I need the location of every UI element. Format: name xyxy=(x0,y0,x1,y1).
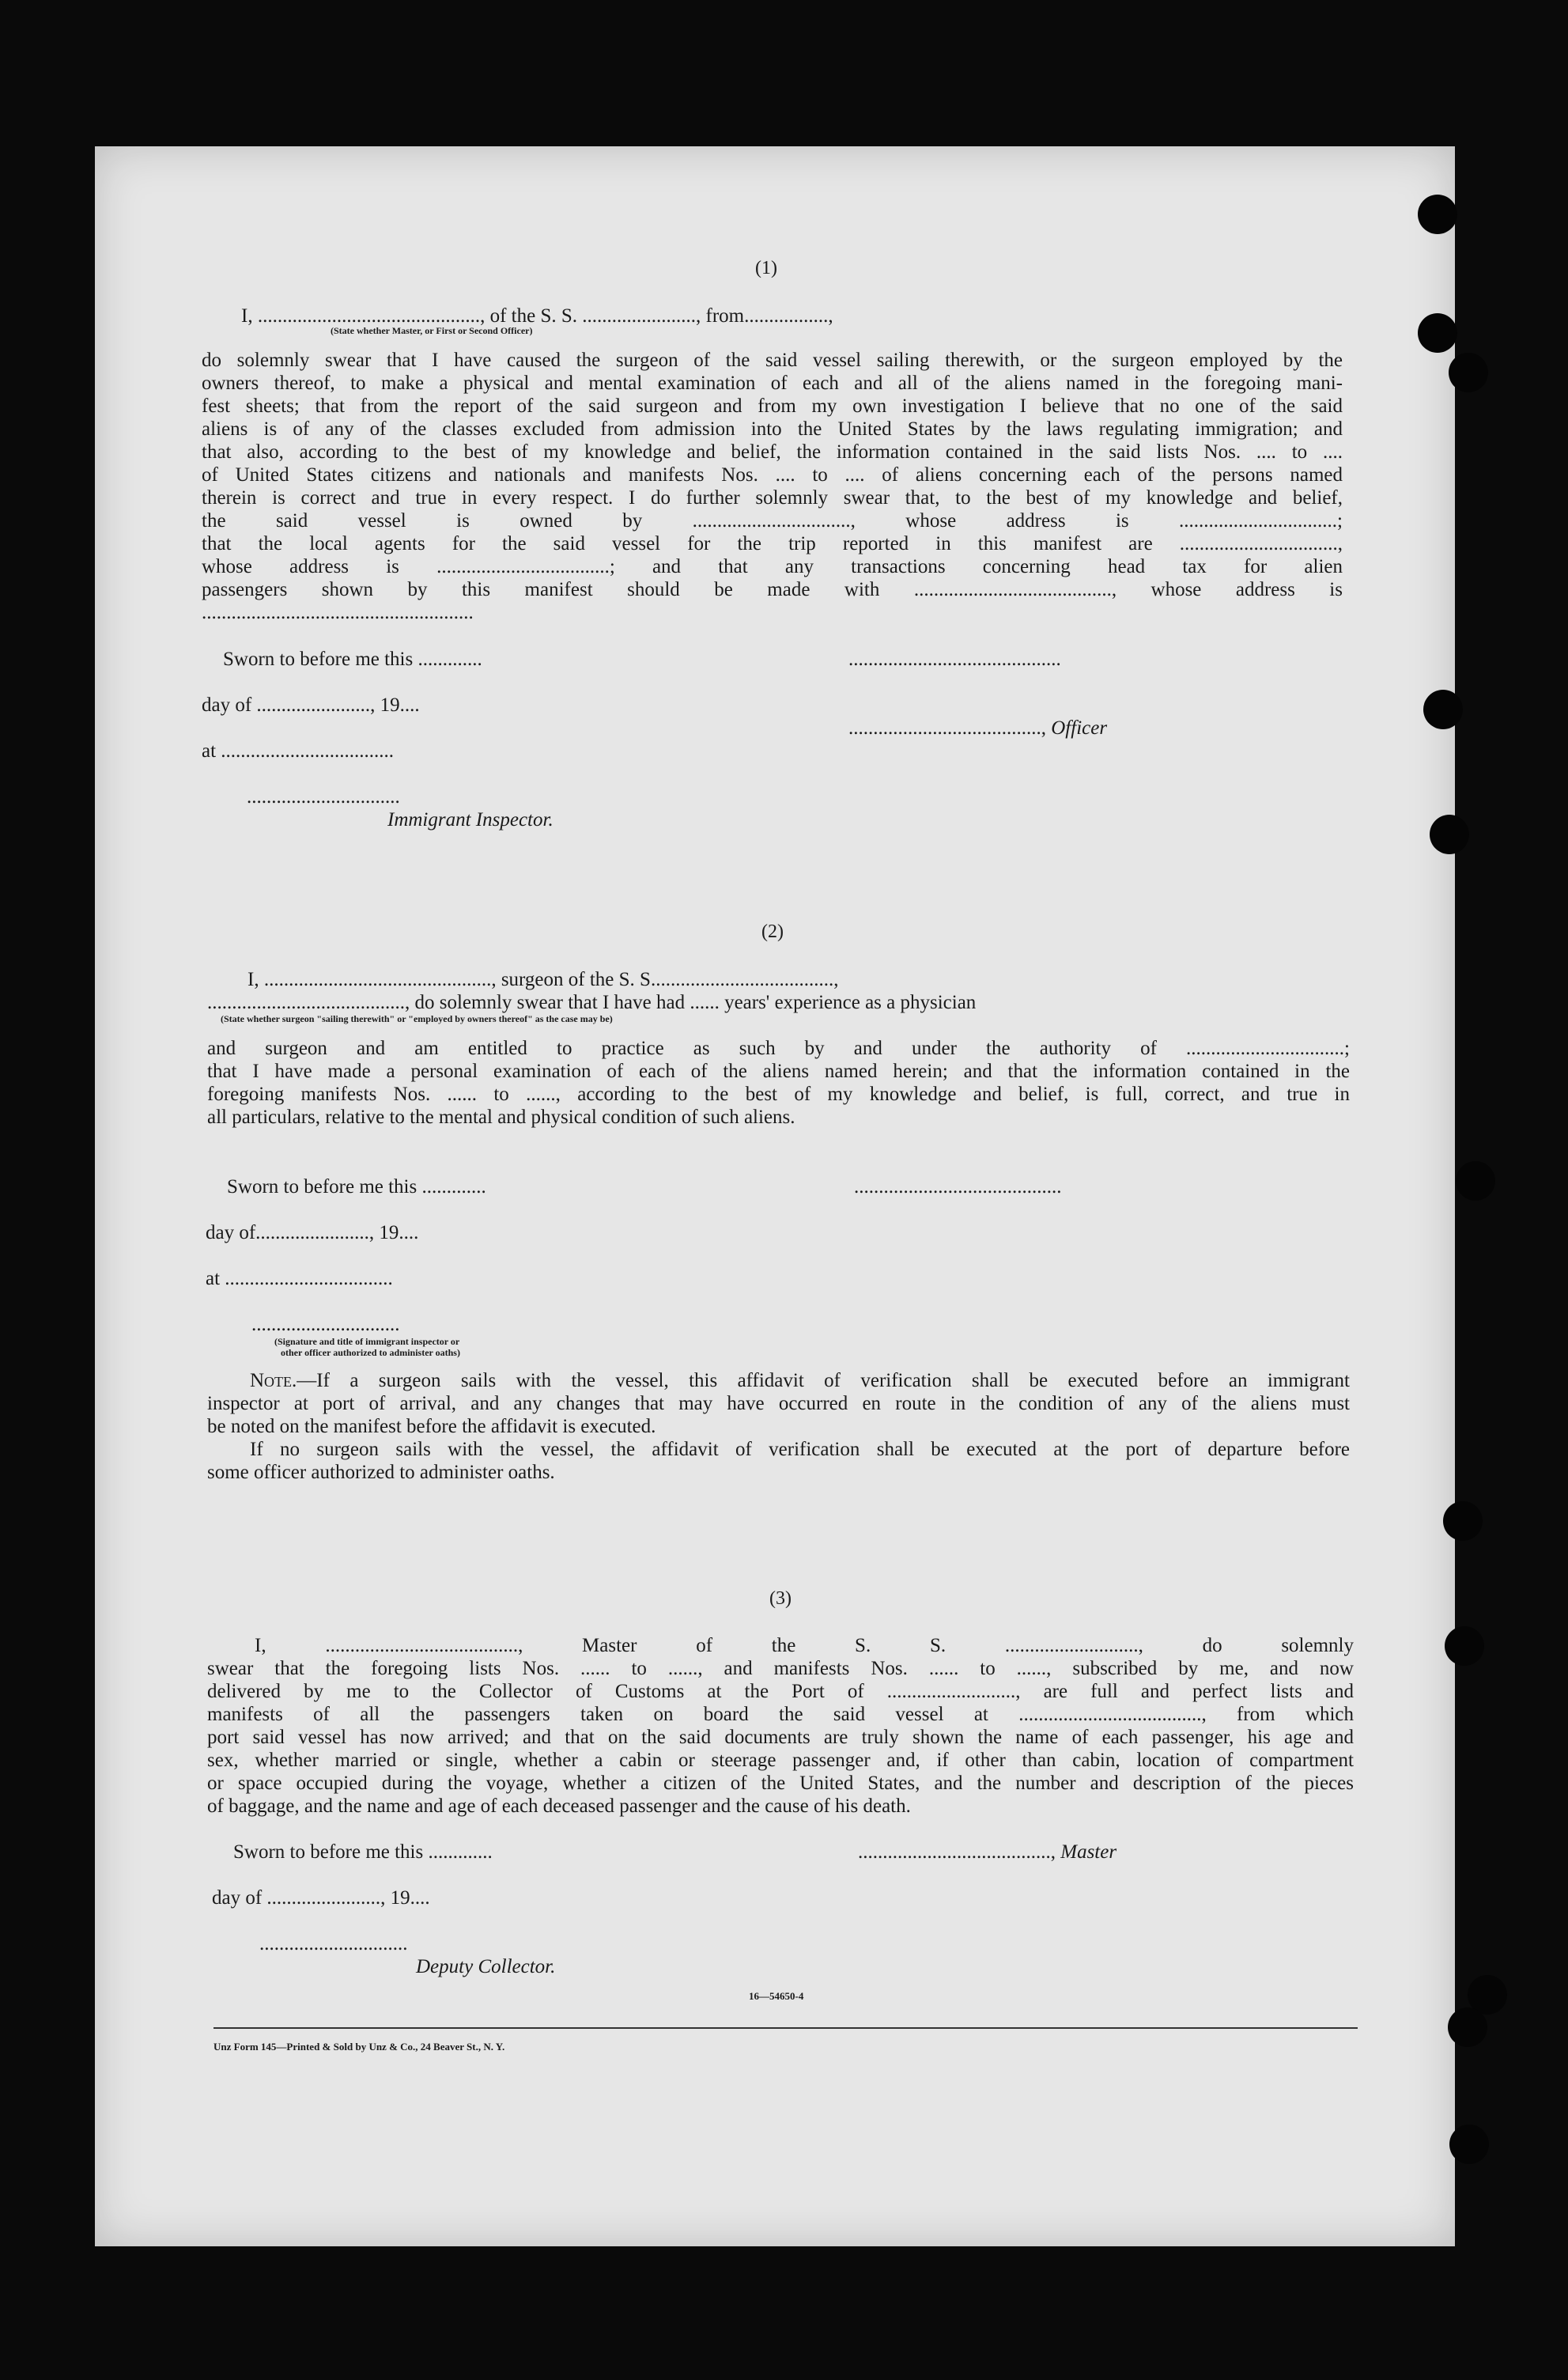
text-line: of United States citizens and nationals and manifests Nos. .... to .... of aliens concerning each of the persons named xyxy=(202,464,1343,486)
s2-oath-paragraph xyxy=(207,1037,1350,1129)
printer-footer: Unz Form 145—Printed & Sold by Unz & Co., 24 Beaver St., N. Y. xyxy=(213,2041,505,2053)
text-line: port said vessel has now arrived; and that on the said documents are truly shown the name of each passenger, his age and xyxy=(207,1727,1354,1748)
text-line: or space occupied during the voyage, whether a citizen of the United States, and the number and description of the pieces xyxy=(207,1773,1354,1794)
form-code: 16—54650-4 xyxy=(749,1990,804,2002)
s2-surgeon-note: (State whether surgeon "sailing therewith" or "employed by owners thereof" as the case may be) xyxy=(221,1013,613,1024)
punch-hole xyxy=(1449,353,1488,392)
s2-sworn-line: Sworn to before me this ............. xyxy=(227,1176,486,1198)
text-line: all particulars, relative to the mental and physical condition of such aliens. xyxy=(207,1107,795,1128)
s1-day-line: day of ......................., 19.... xyxy=(202,694,420,716)
s1-sworn-line: Sworn to before me this ............. xyxy=(223,649,482,670)
punch-hole xyxy=(1456,1161,1495,1201)
s2-note-paragraph xyxy=(207,1369,1350,1484)
punch-hole xyxy=(1449,2125,1489,2164)
text-line: therein is correct and true in every respect. I do further solemnly swear that, to the best of my knowledge and belief, xyxy=(202,487,1343,509)
s1-signature-line: ........................................... xyxy=(848,649,1061,670)
officer-label: Officer xyxy=(1051,717,1108,739)
text-line: that I have made a personal examination of each of the aliens named herein; and that the information contained in the xyxy=(207,1061,1350,1082)
s3-master-line xyxy=(858,1841,1116,1864)
s2-at-line: at .................................. xyxy=(206,1268,393,1289)
s1-officer-rank-note: (State whether Master, or First or Second Officer) xyxy=(331,325,533,336)
section-2-number: (2) xyxy=(761,921,784,942)
officer-dots: ......................................., xyxy=(848,717,1052,739)
s1-inspector-label: Immigrant Inspector. xyxy=(387,809,554,831)
text-line: swear that the foregoing lists Nos. ...... to ......, and manifests Nos. ...... to ......, subscribed by me, and now xyxy=(207,1658,1354,1679)
punch-hole xyxy=(1423,690,1463,729)
s2-day-line: day of......................., 19.... xyxy=(206,1222,419,1243)
text-line: the said vessel is owned by ................................, whose address is ................................; xyxy=(202,510,1343,532)
note-label: Note. xyxy=(250,1370,297,1391)
text-line: passengers shown by this manifest should be made with ........................................, whose address is xyxy=(202,579,1343,600)
punch-hole xyxy=(1430,815,1469,854)
s1-oath-paragraph xyxy=(202,349,1343,624)
s3-day-line: day of ......................., 19.... xyxy=(212,1887,430,1909)
text-line: I, ......................................., Master of the S. S. ..........................., do solemnly xyxy=(255,1635,1354,1656)
s2-signature-note-2: other officer authorized to administer oaths) xyxy=(281,1347,460,1358)
s3-oath-paragraph xyxy=(207,1634,1354,1818)
note-text: —If a surgeon sails with the vessel, this affidavit of verification shall be executed before an immigrant xyxy=(297,1370,1350,1391)
punch-hole xyxy=(1418,313,1457,353)
s3-sworn-line: Sworn to before me this ............. xyxy=(233,1841,493,1863)
text-line: and surgeon and am entitled to practice as such by and under the authority of ................................; xyxy=(207,1038,1350,1059)
text-line: do solemnly swear that I have caused the surgeon of the said vessel sailing therewith, or the surgeon employed by the xyxy=(202,350,1343,371)
text-line: If no surgeon sails with the vessel, the affidavit of verification shall be executed at the port of departure before xyxy=(250,1439,1350,1460)
s2-signature-line: .......................................... xyxy=(854,1176,1062,1198)
section-1-number: (1) xyxy=(755,258,777,278)
text-line: that also, according to the best of my knowledge and belief, the information contained in the said lists Nos. .... to .... xyxy=(202,441,1343,463)
punch-hole xyxy=(1418,195,1457,234)
text-line: owners thereof, to make a physical and mental examination of each and all of the aliens named in the foregoing mani- xyxy=(202,373,1343,394)
text-line: manifests of all the passengers taken on board the said vessel at ....................................., from which xyxy=(207,1704,1354,1725)
s2-signature-note-1: (Signature and title of immigrant inspector or xyxy=(274,1336,460,1347)
section-3-number: (3) xyxy=(769,1588,792,1609)
master-label: Master xyxy=(1060,1841,1117,1863)
s1-first-line: I, ............................................., of the S. S. ......................., from................., xyxy=(241,305,833,327)
text-line: foregoing manifests Nos. ...... to ......, according to the best of my knowledge and belief, is full, correct, and true in xyxy=(207,1084,1350,1105)
text-line: whose address is ...................................; and that any transactions concerning head tax for alien xyxy=(202,556,1343,577)
text-line: aliens is of any of the classes excluded from admission into the United States by the laws regulating immigration; and xyxy=(202,418,1343,440)
s2-first-line: I, .............................................., surgeon of the S. S....................................., xyxy=(247,969,839,990)
text-line xyxy=(207,1369,1350,1392)
text-line: inspector at port of arrival, and any changes that may have occurred en route in the condition of any of the aliens must xyxy=(207,1393,1350,1414)
punch-hole xyxy=(1448,2007,1487,2047)
footer-rule xyxy=(213,2027,1358,2029)
text-line: of baggage, and the name and age of each deceased passenger and the cause of his death. xyxy=(207,1795,911,1817)
text-line: be noted on the manifest before the affidavit is executed. xyxy=(207,1416,656,1437)
punch-hole xyxy=(1443,1501,1483,1541)
text-line: some officer authorized to administer oaths. xyxy=(207,1462,555,1483)
text-line: sex, whether married or single, whether a cabin or steerage passenger and, if other than cabin, location of compartment xyxy=(207,1750,1354,1771)
text-line: that the local agents for the said vessel for the trip reported in this manifest are ................................, xyxy=(202,533,1343,554)
text-line: ....................................................... xyxy=(202,602,474,623)
s1-inspector-dots: ............................... xyxy=(247,786,400,808)
text-line: fest sheets; that from the report of the said surgeon and from my own investigation I believe that no one of the said xyxy=(202,395,1343,417)
s3-deputy-dots: .............................. xyxy=(259,1933,408,1954)
master-dots: ......................................., xyxy=(858,1841,1061,1863)
punch-hole xyxy=(1445,1626,1484,1666)
s1-officer-line xyxy=(848,717,1107,740)
s3-deputy-label: Deputy Collector. xyxy=(416,1956,556,1977)
s1-at-line: at ................................... xyxy=(202,740,395,762)
s2-second-line: ........................................, do solemnly swear that I have had ...... years' experience as a physician xyxy=(207,992,977,1013)
s2-signature-dots: .............................. xyxy=(251,1314,400,1335)
text-line: delivered by me to the Collector of Customs at the Port of .........................., are full and perfect lists and xyxy=(207,1681,1354,1702)
